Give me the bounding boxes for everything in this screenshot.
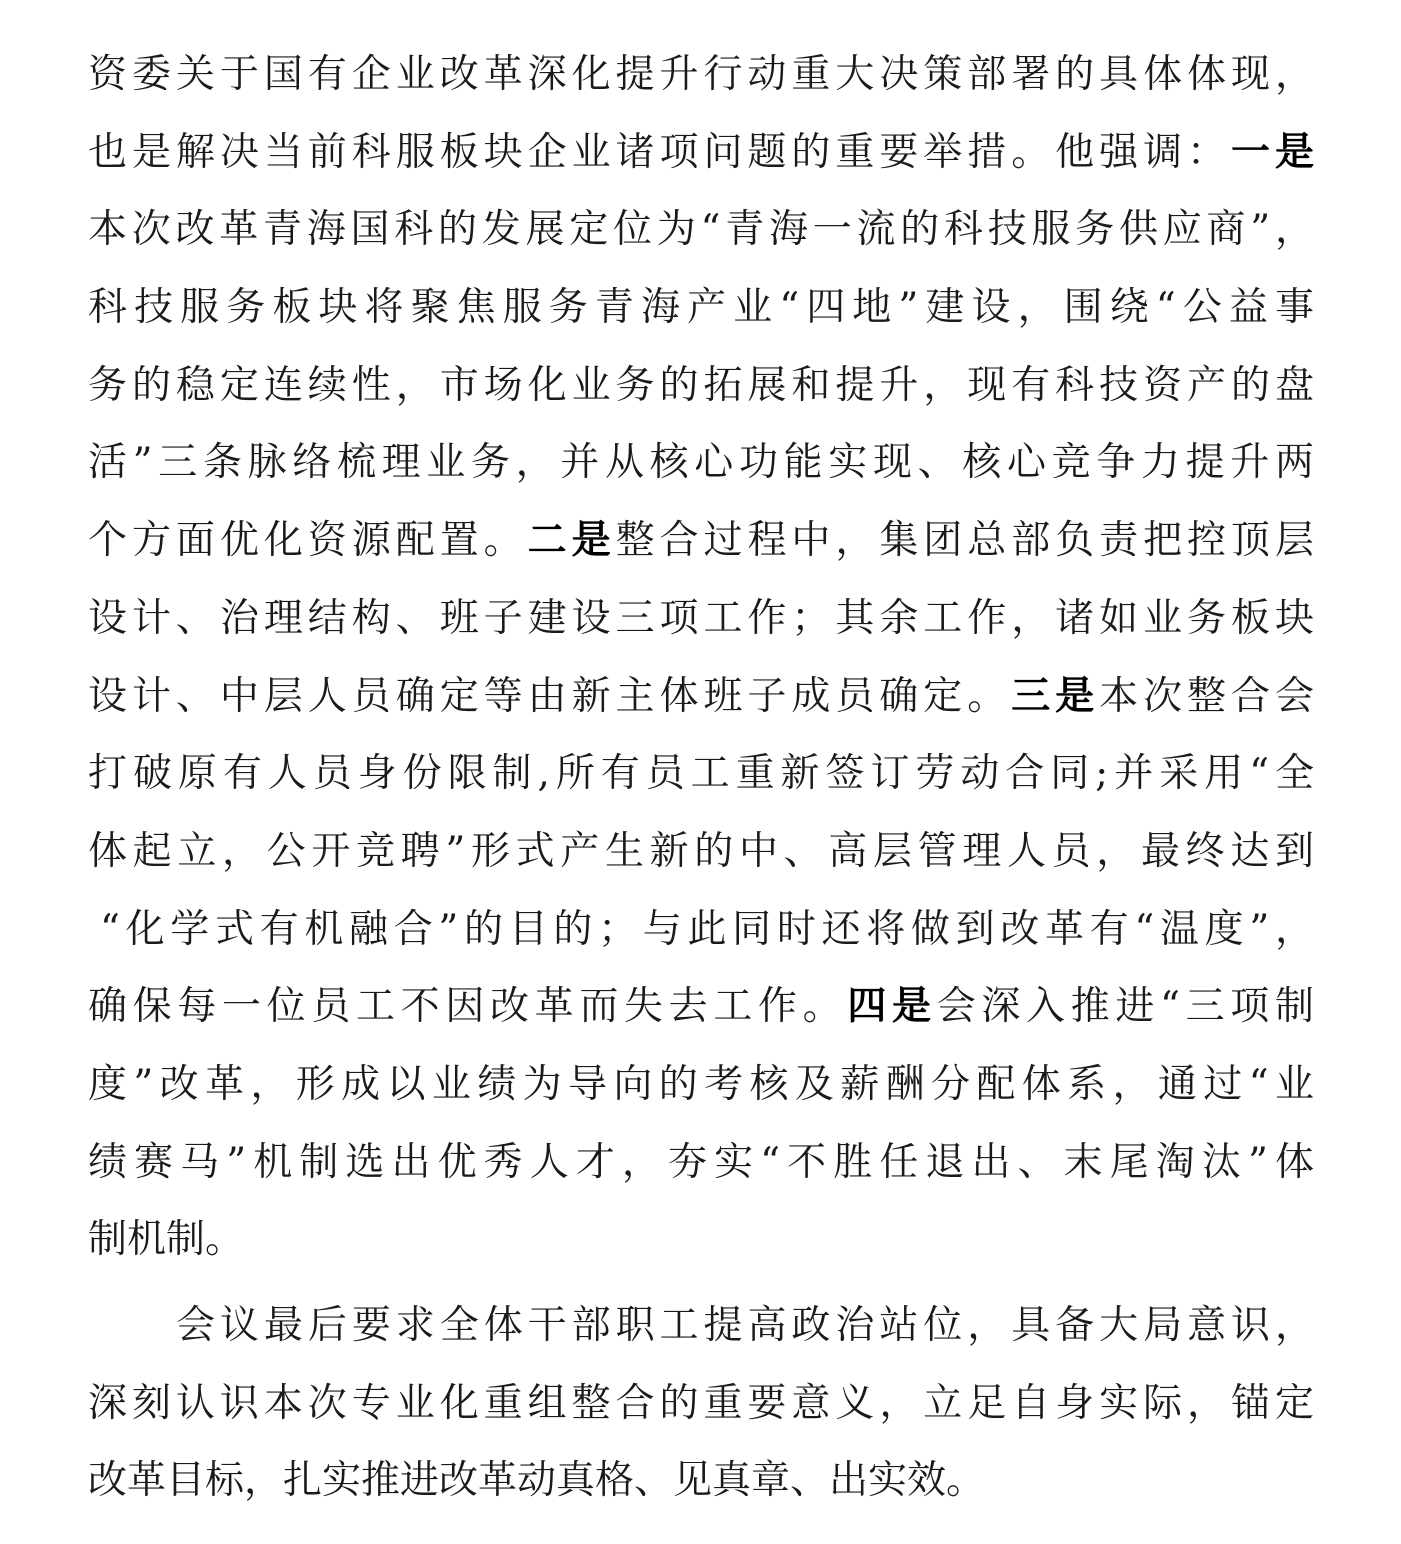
text-line: 会议最后要求全体干部职工提高政治站位，具备大局意识，	[176, 1303, 1314, 1348]
emphasis-second-point: 二是	[527, 518, 616, 564]
text-line: “化学式有机融合”的目的；与此同时还将做到改革有“温度”，	[100, 906, 1314, 952]
text-line: 本次改革青海国科的发展定位为“青海一流的科技服务供应商”，	[88, 207, 1314, 253]
text-line: 体起立，公开竞聘”形式产生新的中、高层管理人员，最终达到	[88, 828, 1314, 874]
emphasis-fourth-point: 四是	[847, 984, 937, 1030]
text-line: 度”改革，形成以业绩为导向的考核及薪酬分配体系，通过“业	[88, 1061, 1314, 1107]
text-line: 设计、治理结构、班子建设三项工作；其余工作，诸如业务板块	[88, 595, 1314, 641]
text-line: 确保每一位员工不因改革而失去工作。四是会深入推进“三项制	[88, 984, 1314, 1030]
emphasis-third-point: 三是	[1011, 673, 1100, 719]
text-line: 打破原有人员身份限制,所有员工重新签订劳动合同;并采用“全	[88, 751, 1314, 797]
text-line: 个方面优化资源配置。二是整合过程中，集团总部负责把控顶层	[88, 518, 1314, 564]
text-line: 制机制。	[88, 1217, 245, 1263]
text-line: 活”三条脉络梳理业务，并从核心功能实现、核心竞争力提升两	[88, 440, 1314, 486]
text-line: 科技服务板块将聚焦服务青海产业“四地”建设，围绕“公益事	[88, 285, 1314, 331]
text-line: 资委关于国有企业改革深化提升行动重大决策部署的具体体现，	[88, 52, 1314, 97]
text-line: 绩赛马”机制选出优秀人才，夯实“不胜任退出、末尾淘汰”体	[88, 1139, 1314, 1185]
document-page	[88, 36, 1314, 1520]
paragraph-reform-measures	[88, 36, 1314, 1279]
text-line: 也是解决当前科服板块企业诸项问题的重要举措。他强调：一是	[88, 129, 1314, 175]
text-line: 务的稳定连续性，市场化业务的拓展和提升，现有科技资产的盘	[88, 362, 1314, 408]
text-line: 设计、中层人员确定等由新主体班子成员确定。三是本次整合会	[88, 673, 1314, 719]
text-line: 深刻认识本次专业化重组整合的重要意义，立足自身实际，锚定	[88, 1380, 1314, 1426]
paragraph-meeting-conclusion	[88, 1287, 1314, 1520]
emphasis-first-point: 一是	[1231, 129, 1314, 175]
text-line: 改革目标，扎实推进改革动真格、见真章、出实效。	[88, 1458, 986, 1504]
